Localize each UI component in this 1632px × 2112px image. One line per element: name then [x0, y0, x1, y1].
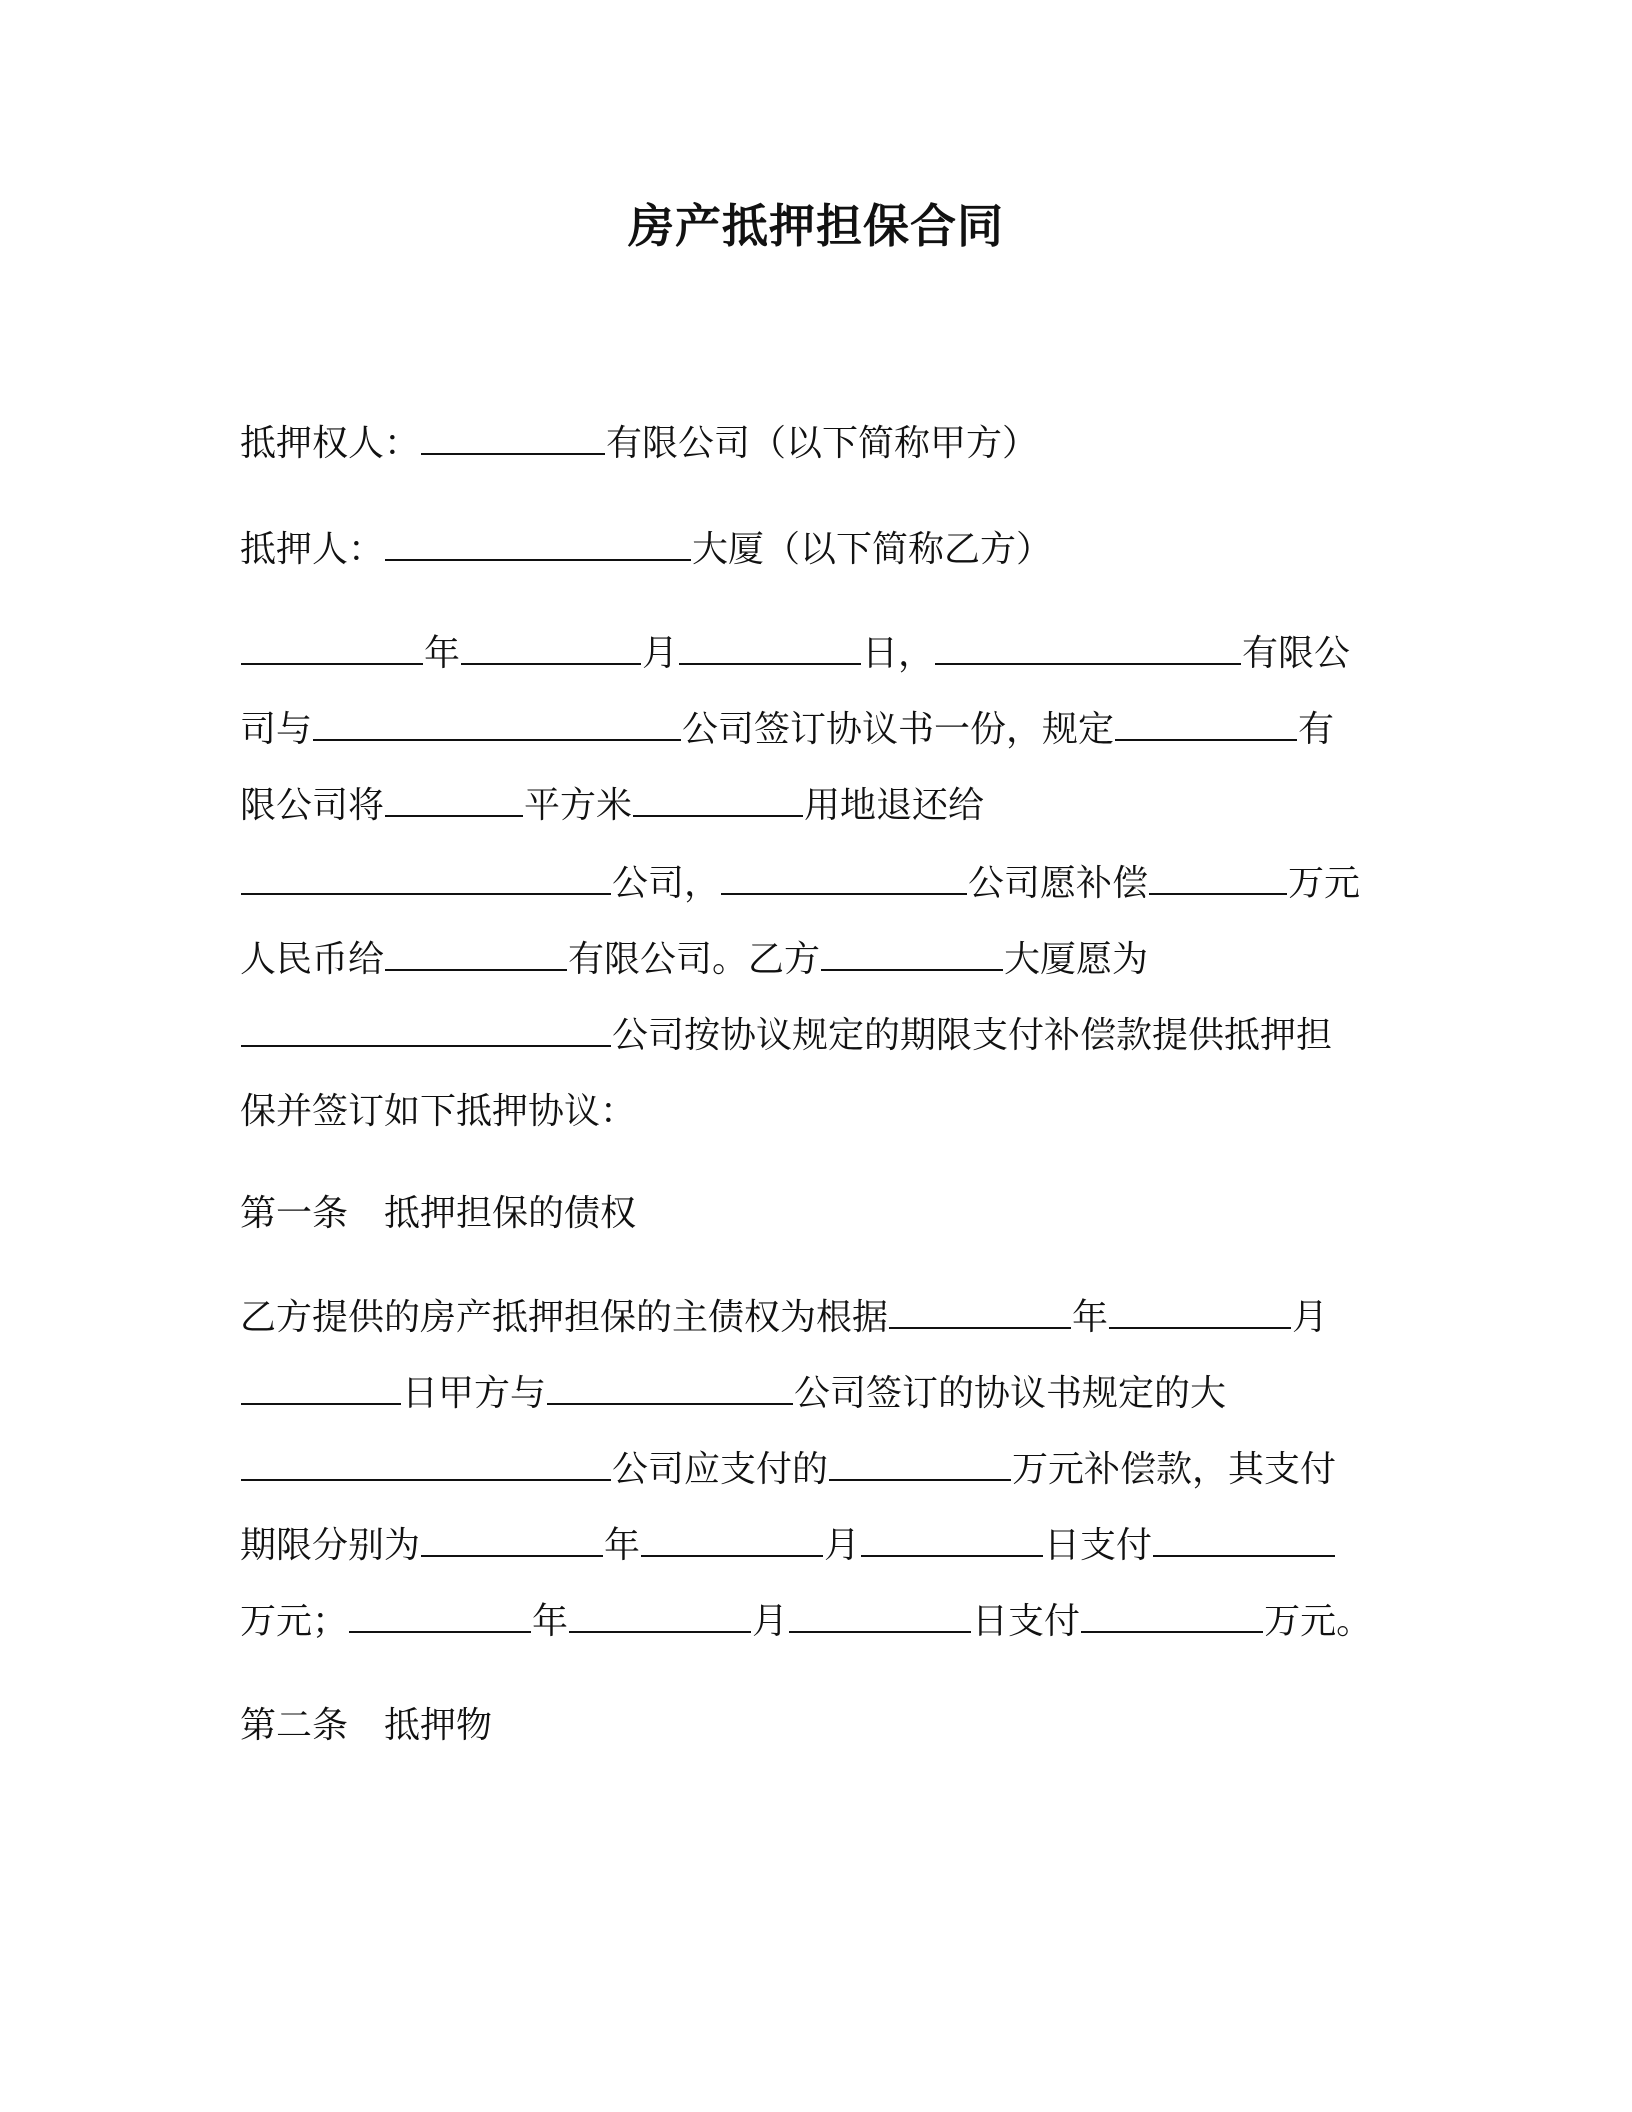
blank-field — [421, 423, 605, 455]
blank-field — [935, 633, 1241, 665]
text-segment: 公司签订协议书一份，规定 — [682, 709, 1115, 750]
blank-field — [1115, 709, 1297, 741]
blank-field — [313, 709, 681, 741]
blank-field — [829, 1449, 1011, 1481]
blank-field — [569, 1601, 751, 1633]
text-segment: 日支付 — [1044, 1525, 1153, 1566]
blank-field — [241, 1373, 401, 1405]
text-segment: 公司按协议规定的期限支付补偿款提供抵押担 — [612, 1015, 1333, 1056]
blank-field — [421, 1525, 603, 1557]
mortgagee-label: 抵押权人： — [240, 423, 421, 464]
paragraph-line — [240, 1598, 1372, 1646]
paragraph-line — [240, 860, 1360, 908]
paragraph-line — [240, 1088, 636, 1136]
text-segment: 年 — [424, 633, 461, 674]
blank-field — [547, 1373, 793, 1405]
paragraph-line — [240, 1522, 1336, 1570]
mortgagor-suffix: 大厦（以下简称乙方） — [692, 529, 1053, 570]
text-segment: 司与 — [240, 709, 313, 750]
blank-field — [1149, 863, 1287, 895]
text-segment: 保并签订如下抵押协议： — [240, 1091, 637, 1132]
text-segment: 有限公 — [1242, 633, 1351, 674]
paragraph-line — [240, 782, 984, 830]
text-segment: 日， — [862, 633, 935, 674]
blank-field — [861, 1525, 1043, 1557]
text-segment: 万元 — [1288, 863, 1361, 904]
text-segment: 期限分别为 — [240, 1525, 421, 1566]
text-segment: 万元。 — [1264, 1601, 1373, 1642]
text-segment: 公司， — [612, 863, 721, 904]
paragraph-line — [240, 706, 1334, 754]
blank-field — [349, 1601, 531, 1633]
blank-field — [385, 785, 523, 817]
paragraph-line — [240, 630, 1350, 678]
text-segment: 年 — [1072, 1297, 1109, 1338]
blank-field — [385, 529, 691, 561]
paragraph-line — [240, 1370, 1226, 1418]
mortgagee-line — [240, 420, 1038, 468]
text-segment: 年 — [532, 1601, 569, 1642]
text-segment: 有 — [1298, 709, 1335, 750]
text-segment: 人民币给 — [240, 939, 385, 980]
blank-field — [241, 863, 611, 895]
text-segment: 月 — [824, 1525, 861, 1566]
paragraph-line — [240, 1294, 1328, 1342]
text-segment: 平方米 — [524, 785, 633, 826]
text-segment: 万元补偿款，其支付 — [1012, 1449, 1337, 1490]
blank-field — [1109, 1297, 1291, 1329]
blank-field — [889, 1297, 1071, 1329]
article-heading: 第二条 抵押物 — [240, 1705, 493, 1746]
mortgagee-suffix: 有限公司（以下简称甲方） — [606, 423, 1039, 464]
blank-field — [1081, 1601, 1263, 1633]
blank-field — [461, 633, 641, 665]
blank-field — [633, 785, 803, 817]
document-title: 房产抵押担保合同 — [628, 199, 1004, 253]
blank-field — [241, 1015, 611, 1047]
paragraph-line — [240, 1446, 1336, 1494]
text-segment: 有限公司。乙方 — [568, 939, 821, 980]
mortgagor-line — [240, 526, 1052, 574]
blank-field — [241, 1449, 611, 1481]
paragraph-line — [240, 1012, 1332, 1060]
article-heading: 第一条 抵押担保的债权 — [240, 1193, 637, 1234]
blank-field — [641, 1525, 823, 1557]
text-segment: 日甲方与 — [402, 1373, 547, 1414]
blank-field — [721, 863, 967, 895]
paragraph-line — [240, 936, 1148, 984]
blank-field — [821, 939, 1003, 971]
blank-field — [385, 939, 567, 971]
text-segment: 年 — [604, 1525, 641, 1566]
text-segment: 月 — [642, 633, 679, 674]
text-segment: 乙方提供的房产抵押担保的主债权为根据 — [240, 1297, 889, 1338]
text-segment: 公司愿补偿 — [968, 863, 1149, 904]
blank-field — [789, 1601, 971, 1633]
text-segment: 公司签订的协议书规定的大 — [794, 1373, 1227, 1414]
blank-field — [1153, 1525, 1335, 1557]
blank-field — [241, 633, 423, 665]
text-segment: 万元； — [240, 1601, 349, 1642]
text-segment: 月 — [752, 1601, 789, 1642]
text-segment: 月 — [1292, 1297, 1329, 1338]
blank-field — [679, 633, 861, 665]
text-segment: 公司应支付的 — [612, 1449, 829, 1490]
text-segment: 用地退还给 — [804, 785, 985, 826]
mortgagor-label: 抵押人： — [240, 529, 385, 570]
text-segment: 日支付 — [972, 1601, 1081, 1642]
text-segment: 限公司将 — [240, 785, 385, 826]
text-segment: 大厦愿为 — [1004, 939, 1149, 980]
